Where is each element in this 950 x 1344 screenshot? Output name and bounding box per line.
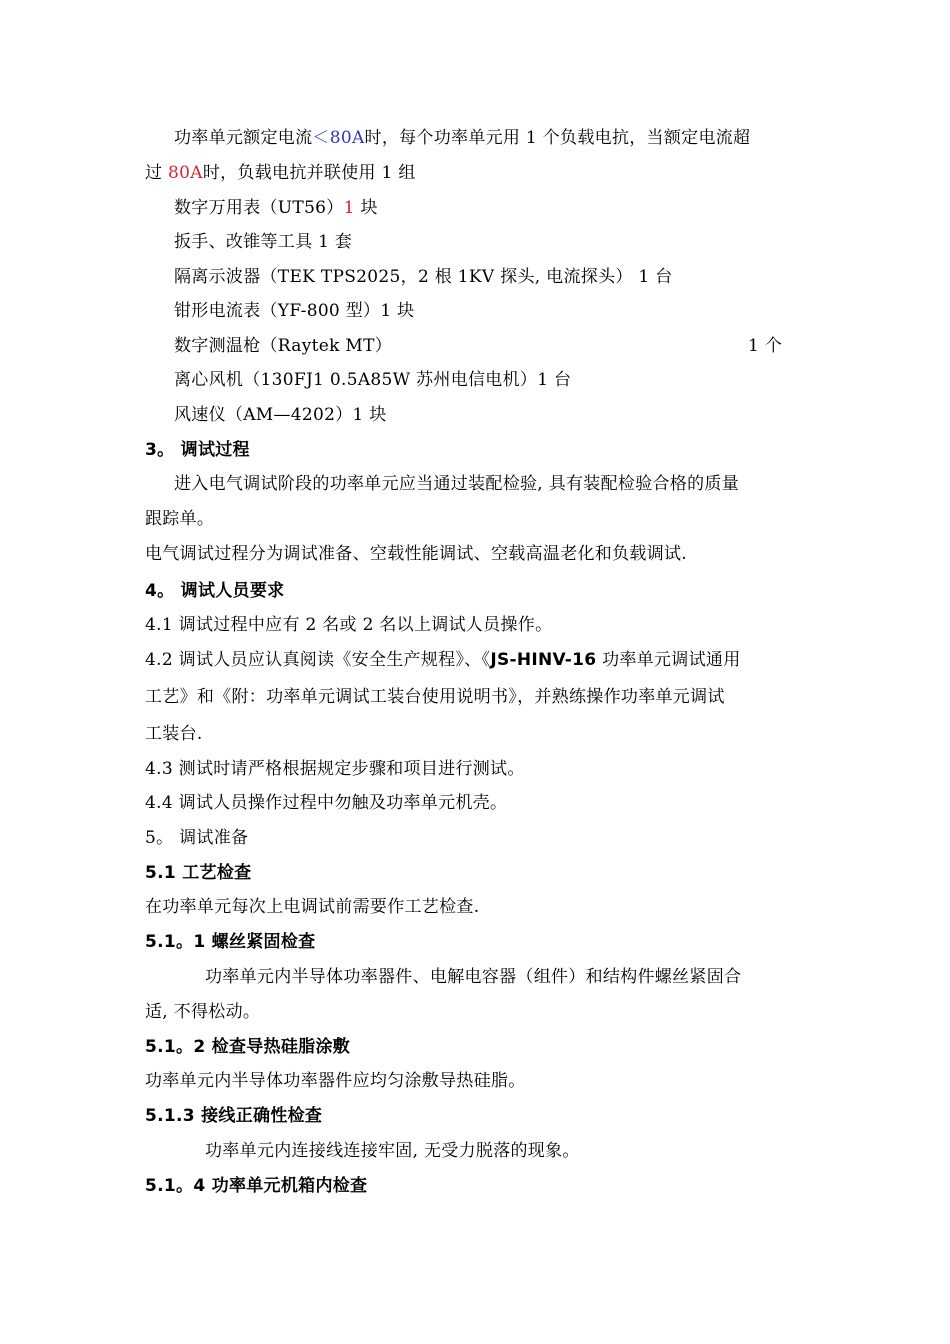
text-run: 时，每个功率单元用 1 个负载电抗，当额定电流超 (364, 128, 751, 148)
text-run: 数字测温枪（Raytek MT） (174, 336, 393, 356)
subsection-heading: 5.1。2 检查导热硅脂涂敷 (145, 1037, 351, 1057)
text-run: 功率单元调试通用 (596, 650, 741, 670)
text-line: 进入电气调试阶段的功率单元应当通过装配检验, 具有装配检验合格的质量 (174, 474, 740, 494)
text-line (145, 649, 815, 671)
text-run: 时，负载电抗并联使用 1 组 (202, 163, 416, 183)
quantity-text: 1 个 (748, 336, 783, 356)
text-line (174, 335, 844, 357)
text-run: 功率单元额定电流 (174, 128, 313, 148)
highlight-text: 1 (343, 198, 355, 218)
text-line: 功率单元内连接线连接牢固, 无受力脱落的现象。 (205, 1141, 580, 1161)
text-line: 跟踪单。 (145, 509, 215, 529)
subsection-heading: 5.1 工艺检查 (145, 863, 252, 883)
text-run: 数字万用表（UT56） (174, 198, 344, 218)
text-line: 钳形电流表（YF-800 型）1 块 (174, 301, 415, 321)
text-run: 4.2 调试人员应认真阅读《安全生产规程》、《 (145, 650, 491, 670)
subsection-heading: 5.1。1 螺丝紧固检查 (145, 932, 316, 952)
section-heading: 3。 调试过程 (145, 440, 250, 460)
text-line: 适, 不得松动。 (145, 1002, 261, 1022)
text-line (145, 162, 815, 184)
text-line (174, 197, 844, 219)
highlight-text: 80A (168, 163, 203, 183)
text-line: 4.4 调试人员操作过程中勿触及功率单元机壳。 (145, 793, 508, 813)
highlight-text: ＜80A (312, 128, 365, 148)
section-heading: 5。 调试准备 (145, 828, 249, 848)
text-line: 工艺》和《附：功率单元调试工装台使用说明书》，并熟练操作功率单元调试 (145, 687, 725, 707)
document-code: JS-HINV-16 (490, 650, 597, 670)
text-line: 离心风机（130FJ1 0.5A85W 苏州电信电机）1 台 (174, 370, 572, 390)
text-line: 4.1 调试过程中应有 2 名或 2 名以上调试人员操作。 (145, 615, 553, 635)
text-run: 过 (145, 163, 169, 183)
text-line: 工装台. (145, 724, 203, 744)
text-line: 电气调试过程分为调试准备、空载性能调试、空载高温老化和负载调试. (145, 544, 688, 564)
text-line: 扳手、改锥等工具 1 套 (174, 232, 353, 252)
text-line: 4.3 测试时请严格根据规定步骤和项目进行测试。 (145, 759, 525, 779)
text-line (174, 127, 844, 149)
text-line: 在功率单元每次上电调试前需要作工艺检查. (145, 897, 480, 917)
text-line: 功率单元内半导体功率器件、电解电容器（组件）和结构件螺丝紧固合 (205, 967, 742, 987)
subsection-heading: 5.1。4 功率单元机箱内检查 (145, 1176, 368, 1196)
text-line: 风速仪（AM—4202）1 块 (174, 405, 387, 425)
section-heading: 4。 调试人员要求 (145, 581, 285, 601)
text-line: 隔离示波器（TEK TPS2025，2 根 1KV 探头, 电流探头） 1 台 (174, 267, 673, 287)
subsection-heading: 5.1.3 接线正确性检查 (145, 1106, 323, 1126)
text-line: 功率单元内半导体功率器件应均匀涂敷导热硅脂。 (145, 1071, 526, 1091)
text-run: 块 (354, 198, 378, 218)
